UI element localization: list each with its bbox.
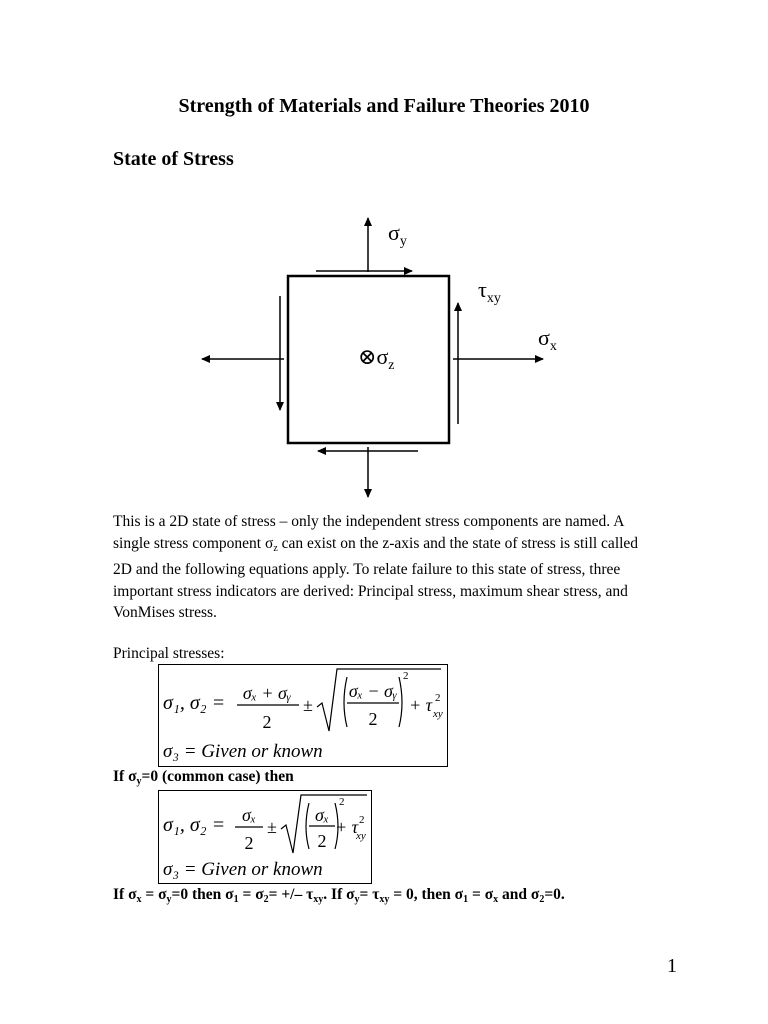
svg-text:2: 2 (368, 709, 378, 729)
svg-text:σ₁, σ₂ =: σ₁, σ₂ = (163, 692, 226, 714)
svg-text:2: 2 (262, 712, 272, 732)
stress-element-diagram (0, 0, 768, 510)
svg-text:±: ± (267, 817, 277, 837)
svg-text:±: ± (303, 695, 313, 715)
svg-text:2: 2 (359, 814, 365, 826)
sigma-z-label: $\otimes\sigma_z$ (358, 344, 395, 373)
page-number: 1 (667, 955, 677, 977)
special-cases-line: If $\sigma_x = \sigma_y=0$ then $\sigma_1 = \sigma_2=$ +/– $\tau_{xy}$. If $\sigma_y= \tau_{xy} = 0$, then $\sigma_1 = \sigma_x$ and $\sigma_2=0$. (113, 886, 565, 905)
common-case-line: If $\sigma_y=0$ (common case) then (113, 768, 294, 787)
svg-text:2: 2 (244, 833, 254, 853)
svg-text:2: 2 (403, 670, 409, 682)
svg-text:+ τ: + τ (409, 695, 433, 715)
section-heading: State of Stress (113, 148, 234, 170)
svg-text:+ τ: + τ (335, 817, 359, 837)
svg-text:σ₃ = Given or known: σ₃ = Given or known (163, 859, 323, 880)
svg-text:xy: xy (433, 708, 443, 720)
svg-text:σₓ: σₓ (315, 805, 329, 825)
out-of-plane-icon: ⊗ (358, 344, 377, 369)
common-case-equation-box (158, 790, 372, 884)
svg-text:σₓ: σₓ (242, 805, 256, 825)
principal-stresses-heading: Principal stresses: (113, 645, 225, 662)
equation-2-render (159, 791, 371, 883)
sigma-y-label: $\sigma_y$ (388, 220, 407, 249)
principal-stress-equation-box (158, 664, 448, 767)
svg-text:2: 2 (435, 692, 441, 704)
svg-text:2: 2 (339, 796, 345, 808)
svg-text:σₓ + σᵧ: σₓ + σᵧ (242, 683, 292, 703)
svg-text:σ₁, σ₂ =: σ₁, σ₂ = (163, 814, 226, 836)
intro-paragraph: This is a 2D state of stress – only the independent stress components are named. A single stress component $\sigma_z$ can exist on the z-axis and the state of stress is still called 2D and the following equations apply. To relate failure to this state of stress, three important stress indicators are derived: Principal stress, maximum shear stress, and VonMises stress. (113, 513, 639, 621)
sigma-x-label: $\sigma_x$ (538, 325, 557, 354)
svg-text:2: 2 (317, 831, 327, 851)
svg-text:xy: xy (356, 830, 366, 842)
svg-text:σ₃ = Given or known: σ₃ = Given or known (163, 741, 323, 762)
svg-text:σₓ − σᵧ: σₓ − σᵧ (348, 681, 398, 701)
equation-1-render (159, 665, 447, 766)
page-title: Strength of Materials and Failure Theories 2010 (178, 95, 590, 117)
tau-xy-label: $\tau_{xy}$ (478, 277, 501, 306)
